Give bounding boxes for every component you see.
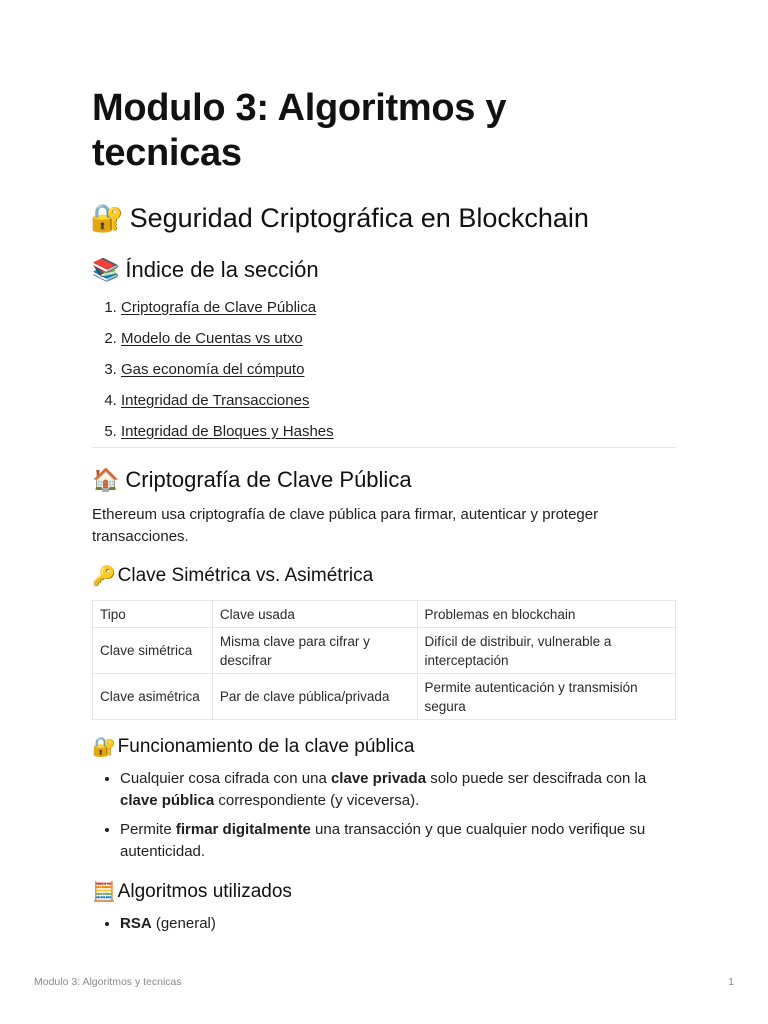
bullet-text: Cualquier cosa cifrada con una — [120, 770, 331, 787]
list-item — [120, 913, 676, 935]
document-title: Modulo 3: Algoritmos y tecnicas — [92, 87, 507, 174]
bullet-strong: RSA — [120, 915, 152, 932]
list-item — [120, 768, 676, 812]
house-icon: 🏠 — [92, 467, 120, 492]
bullet-text: (general) — [151, 915, 216, 932]
lock-key-icon: 🔐 — [92, 737, 116, 758]
table-cell: Clave simétrica — [93, 628, 213, 674]
toc-list — [92, 292, 334, 447]
func-bullet-list — [92, 768, 676, 870]
table-cell: Par de clave pública/privada — [212, 674, 417, 720]
toc-link-integridad-bloques[interactable]: Integridad de Bloques y Hashes — [121, 423, 334, 440]
table-cell: Misma clave para cifrar y descifrar — [212, 628, 417, 674]
pk-heading — [92, 467, 412, 493]
toc-item — [121, 385, 334, 416]
toc-link-integridad-transacciones[interactable]: Integridad de Transacciones — [121, 392, 310, 409]
bullet-text: una transacción y que cualquier nodo verifique su autenticidad. — [120, 821, 646, 860]
func-heading — [92, 735, 414, 759]
section-heading — [90, 202, 589, 234]
alg-heading-text: Algoritmos utilizados — [117, 881, 292, 902]
toc-heading-text: Índice de la sección — [125, 257, 319, 282]
pk-intro: Ethereum usa criptografía de clave pública para firmar, autenticar y proteger transacciones. — [92, 506, 599, 545]
table-cell: Permite autenticación y transmisión segura — [417, 674, 675, 720]
pk-heading-text: Criptografía de Clave Pública — [125, 467, 412, 492]
func-heading-text: Funcionamiento de la clave pública — [117, 736, 415, 757]
bullet-strong: clave pública — [120, 792, 215, 809]
sym-heading — [92, 564, 373, 588]
key-icon: 🔑 — [92, 566, 116, 587]
page-number: 1 — [728, 976, 734, 988]
toc-link-clave-publica[interactable]: Criptografía de Clave Pública — [121, 299, 317, 316]
toc-item — [121, 292, 334, 323]
table-header-row — [93, 601, 676, 628]
table-cell: Clave asimétrica — [93, 674, 213, 720]
alg-bullet-list — [92, 913, 676, 942]
section-heading-text: Seguridad Criptográfica en Blockchain — [129, 202, 589, 233]
footer-title: Modulo 3: Algoritmos y tecnicas — [34, 976, 182, 988]
toc-item — [121, 323, 334, 354]
toc-item — [121, 416, 334, 447]
toc-link-modelo-cuentas[interactable]: Modelo de Cuentas vs utxo — [121, 330, 303, 347]
bullet-text: solo puede ser descifrada con la — [426, 770, 647, 787]
bullet-strong: firmar digitalmente — [175, 821, 311, 838]
list-item — [120, 819, 676, 863]
lock-key-icon: 🔐 — [90, 203, 124, 233]
toc-link-gas[interactable]: Gas economía del cómputo — [121, 361, 305, 378]
alg-heading — [92, 880, 292, 904]
table-row — [93, 674, 676, 720]
table-cell: Difícil de distribuir, vulnerable a interceptación — [417, 628, 675, 674]
bullet-text: correspondiente (y viceversa). — [214, 792, 420, 809]
sym-heading-text: Clave Simétrica vs. Asimétrica — [117, 565, 374, 586]
toc-item — [121, 354, 334, 385]
table-header-cell: Clave usada — [212, 601, 417, 628]
toc-heading — [92, 257, 319, 283]
books-icon: 📚 — [92, 257, 120, 282]
table-header-cell: Tipo — [93, 601, 213, 628]
comparison-table — [92, 600, 676, 720]
section-divider — [92, 447, 676, 448]
bullet-text: Permite — [120, 821, 176, 838]
bullet-strong: clave privada — [330, 770, 427, 787]
table-row — [93, 628, 676, 674]
abacus-icon: 🧮 — [92, 882, 116, 903]
table-header-cell: Problemas en blockchain — [417, 601, 675, 628]
